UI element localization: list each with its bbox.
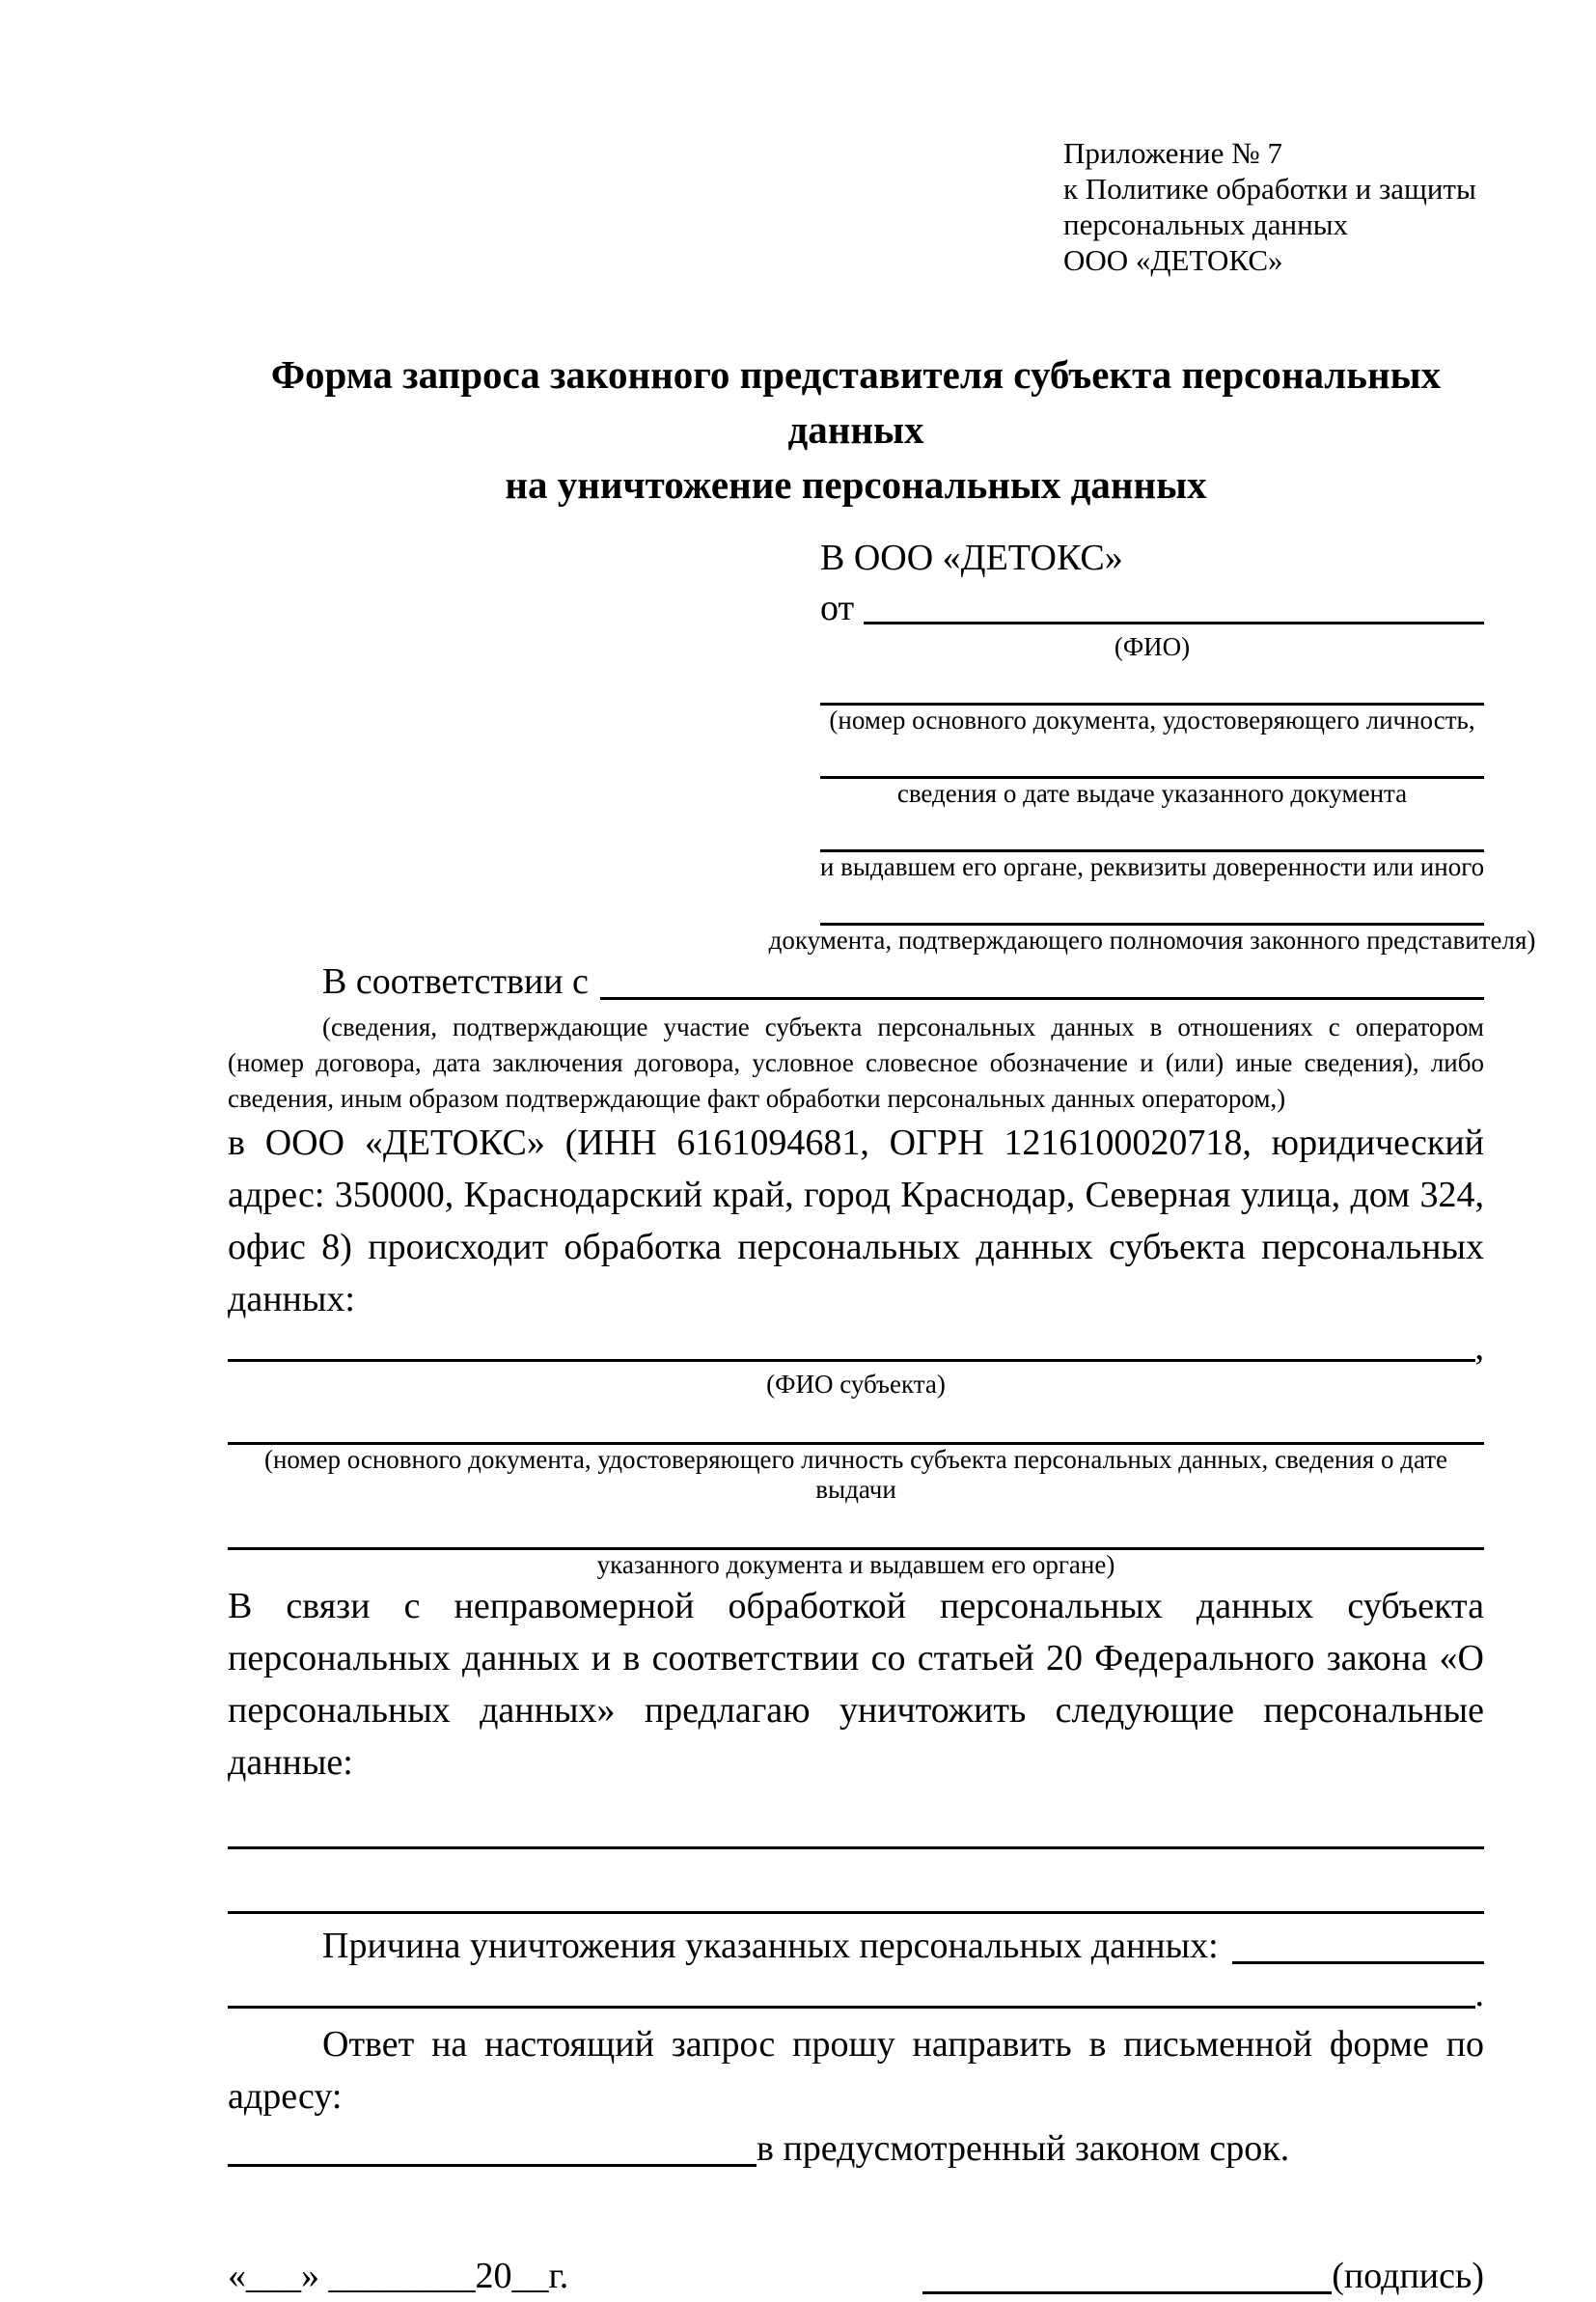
reason-blank-line-2 [228, 2006, 1475, 2009]
reason-period: . [1474, 1974, 1484, 2014]
according-row [228, 956, 1484, 1008]
doc-issuer-blank-line [820, 809, 1484, 852]
operator-paragraph: в ООО «ДЕТОКС» (ИНН 6161094681, ОГРН 1216100020718, юридический адрес: 350000, Краснодарский край, город Краснодар, Северная улица, дом 324, офис 8) происходит обработка персональных данных субъекта персональных данных: [228, 1123, 1484, 1319]
fio-caption: (ФИО) [1114, 632, 1191, 661]
answer-tail: в предусмотренный законом срок. [757, 2128, 1290, 2169]
signature-group [922, 2250, 1484, 2302]
document-body [228, 956, 1484, 2175]
subject-doc-caption-1: (номер основного документа, удостоверяющего личность субъекта персональных данных, сведения о дате выдачи [263, 1445, 1448, 1504]
appendix-block [1063, 135, 1484, 278]
reason-blank-line [1232, 1961, 1484, 1964]
according-note: (сведения, подтверждающие участие субъекта персональных данных в отношениях с оператором (номер договора, дата заключения договора, условное словесное обозначение и (или) иные сведения), либо сведения, иным образом подтверждающие факт обработки персональных данных оператором,) [228, 1012, 1484, 1113]
attorney-doc-caption: документа, подтверждающего полномочия законного представителя) [768, 926, 1536, 955]
title-line-1: Форма запроса законного представителя субъекта персональных данных [270, 352, 1442, 452]
from-label: от [820, 588, 855, 628]
answer-paragraph: Ответ на настоящий запрос прошу направить в письменной форме по адресу: [228, 2024, 1484, 2117]
from-blank-line [864, 622, 1484, 624]
data-to-destroy-blank-line-1 [228, 1789, 1484, 1849]
reason-row [228, 1920, 1484, 1972]
appendix-line: персональных данных [1063, 208, 1349, 241]
doc-issue-date-caption: сведения о дате выдаче указанного документа [896, 779, 1408, 808]
demand-paragraph: В связи с неправомерной обработкой персональных данных субъекта персональных данных и в соответствии со статьей 20 Федерального закона «О персональных данных» предлагаю уничтожить следующие персональные данные: [228, 1586, 1484, 1783]
signature-blank-line [922, 2291, 1332, 2294]
addressee-block [768, 532, 1536, 956]
addressee-to: В ООО «ДЕТОКС» [820, 538, 1123, 578]
date-line: «___» ________20__г. [228, 2256, 569, 2296]
subject-doc-caption-2: указанного документа и выдавшем его органе) [596, 1550, 1115, 1579]
from-field-row [820, 584, 1484, 632]
document-title [228, 347, 1484, 513]
appendix-line: ООО «ДЕТОКС» [1063, 243, 1283, 277]
according-blank-line [600, 997, 1484, 1000]
according-label: В соответствии с [322, 961, 589, 1002]
answer-address-blank-line [228, 2164, 757, 2167]
title-line-2: на уничтожение персональных данных [505, 462, 1207, 507]
reason-continuation-row [228, 1972, 1484, 2016]
doc-issuer-caption: и выдавшем его органе, реквизиты доверенности или иного [819, 852, 1485, 881]
attorney-doc-blank-line [820, 882, 1484, 926]
subject-fio-comma: , [1474, 1327, 1484, 1368]
reason-label: Причина уничтожения указанных персональных данных: [322, 1926, 1219, 1966]
data-to-destroy-blank-line-2 [228, 1849, 1484, 1914]
appendix-line: к Политике обработки и защиты [1063, 172, 1476, 206]
representative-doc-blank-line [820, 662, 1484, 706]
footer-row [228, 2250, 1484, 2302]
subject-doc-blank-line-1 [228, 1400, 1484, 1445]
subject-fio-caption: (ФИО субъекта) [766, 1370, 946, 1399]
appendix-line: Приложение № 7 [1063, 136, 1282, 170]
doc-issue-date-blank-line [820, 735, 1484, 779]
subject-fio-blank-line [228, 1359, 1475, 1362]
representative-doc-caption: (номер основного документа, удостоверяющего личность, [829, 706, 1475, 735]
answer-address-row [228, 2122, 1484, 2175]
signature-caption: (подпись) [1332, 2256, 1484, 2296]
subject-doc-blank-line-2 [228, 1505, 1484, 1550]
subject-fio-row [228, 1325, 1484, 1370]
